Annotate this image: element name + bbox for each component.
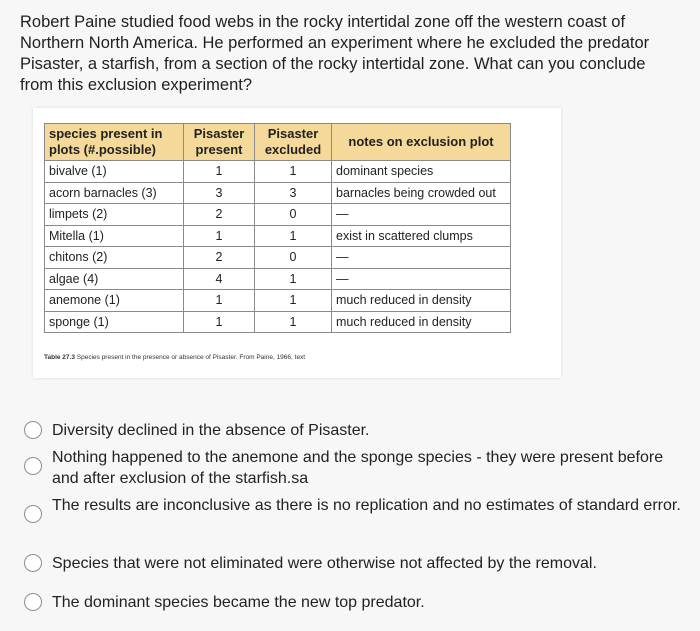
question-text: Robert Paine studied food webs in the rocky intertidal zone off the western coast of Northern North America. He performed an experiment where he excluded the predator Pisaster, a starfish, from a section of the rocky intertidal zone. What can you conclude from this exclusion experiment?: [20, 13, 650, 94]
cell-notes: dominant species: [332, 161, 511, 183]
radio-button[interactable]: [24, 505, 42, 523]
cell-present: 2: [184, 247, 255, 269]
cell-excluded: 3: [255, 182, 332, 204]
option-label: Species that were not eliminated were otherwise not affected by the removal.: [52, 555, 597, 572]
cell-excluded: 1: [255, 290, 332, 312]
option-label: Nothing happened to the anemone and the sponge species - they were present before and after exclusion of the starfish.sa: [52, 449, 664, 487]
cell-excluded: 0: [255, 204, 332, 226]
cell-excluded: 1: [255, 311, 332, 333]
radio-button[interactable]: [24, 457, 42, 475]
option-label: The results are inconclusive as there is no replication and no estimates of standard error.: [52, 497, 681, 514]
cell-excluded: 0: [255, 247, 332, 269]
radio-button[interactable]: [24, 421, 42, 439]
cell-notes: barnacles being crowded out: [332, 182, 511, 204]
table-row: [45, 225, 511, 247]
cell-notes: —: [332, 204, 511, 226]
header-pisaster-excluded: Pisaster excluded: [255, 124, 332, 161]
table-row: [45, 290, 511, 312]
cell-present: 1: [184, 161, 255, 183]
radio-button[interactable]: [24, 593, 42, 611]
cell-excluded: 1: [255, 268, 332, 290]
cell-species: bivalve (1): [45, 161, 184, 183]
cell-notes: —: [332, 268, 511, 290]
cell-species: algae (4): [45, 268, 184, 290]
table-row: [45, 182, 511, 204]
cell-present: 3: [184, 182, 255, 204]
cell-species: limpets (2): [45, 204, 184, 226]
table-row: [45, 204, 511, 226]
option-label: Diversity declined in the absence of Pisaster.: [52, 422, 370, 439]
cell-species: chitons (2): [45, 247, 184, 269]
table-row: [45, 311, 511, 333]
cell-present: 1: [184, 290, 255, 312]
cell-excluded: 1: [255, 161, 332, 183]
table-header-row: [45, 124, 511, 161]
cell-notes: much reduced in density: [332, 311, 511, 333]
table-row: [45, 161, 511, 183]
header-notes: notes on exclusion plot: [332, 124, 511, 161]
radio-button[interactable]: [24, 554, 42, 572]
header-pisaster-present: Pisaster present: [184, 124, 255, 161]
option-label: The dominant species became the new top predator.: [52, 594, 425, 611]
cell-present: 1: [184, 311, 255, 333]
cell-notes: much reduced in density: [332, 290, 511, 312]
cell-species: Mitella (1): [45, 225, 184, 247]
table-row: [45, 247, 511, 269]
cell-notes: —: [332, 247, 511, 269]
header-species: species present in plots (#.possible): [45, 124, 184, 161]
cell-species: anemone (1): [45, 290, 184, 312]
cell-excluded: 1: [255, 225, 332, 247]
table-figure: [33, 108, 561, 378]
cell-notes: exist in scattered clumps: [332, 225, 511, 247]
table-row: [45, 268, 511, 290]
cell-present: 2: [184, 204, 255, 226]
table-caption: Table 27.3 Species present in the presence or absence of Pisaster. From Paine, 1966, text: [44, 354, 306, 361]
cell-species: sponge (1): [45, 311, 184, 333]
species-table: [44, 123, 511, 333]
cell-present: 1: [184, 225, 255, 247]
cell-present: 4: [184, 268, 255, 290]
cell-species: acorn barnacles (3): [45, 182, 184, 204]
